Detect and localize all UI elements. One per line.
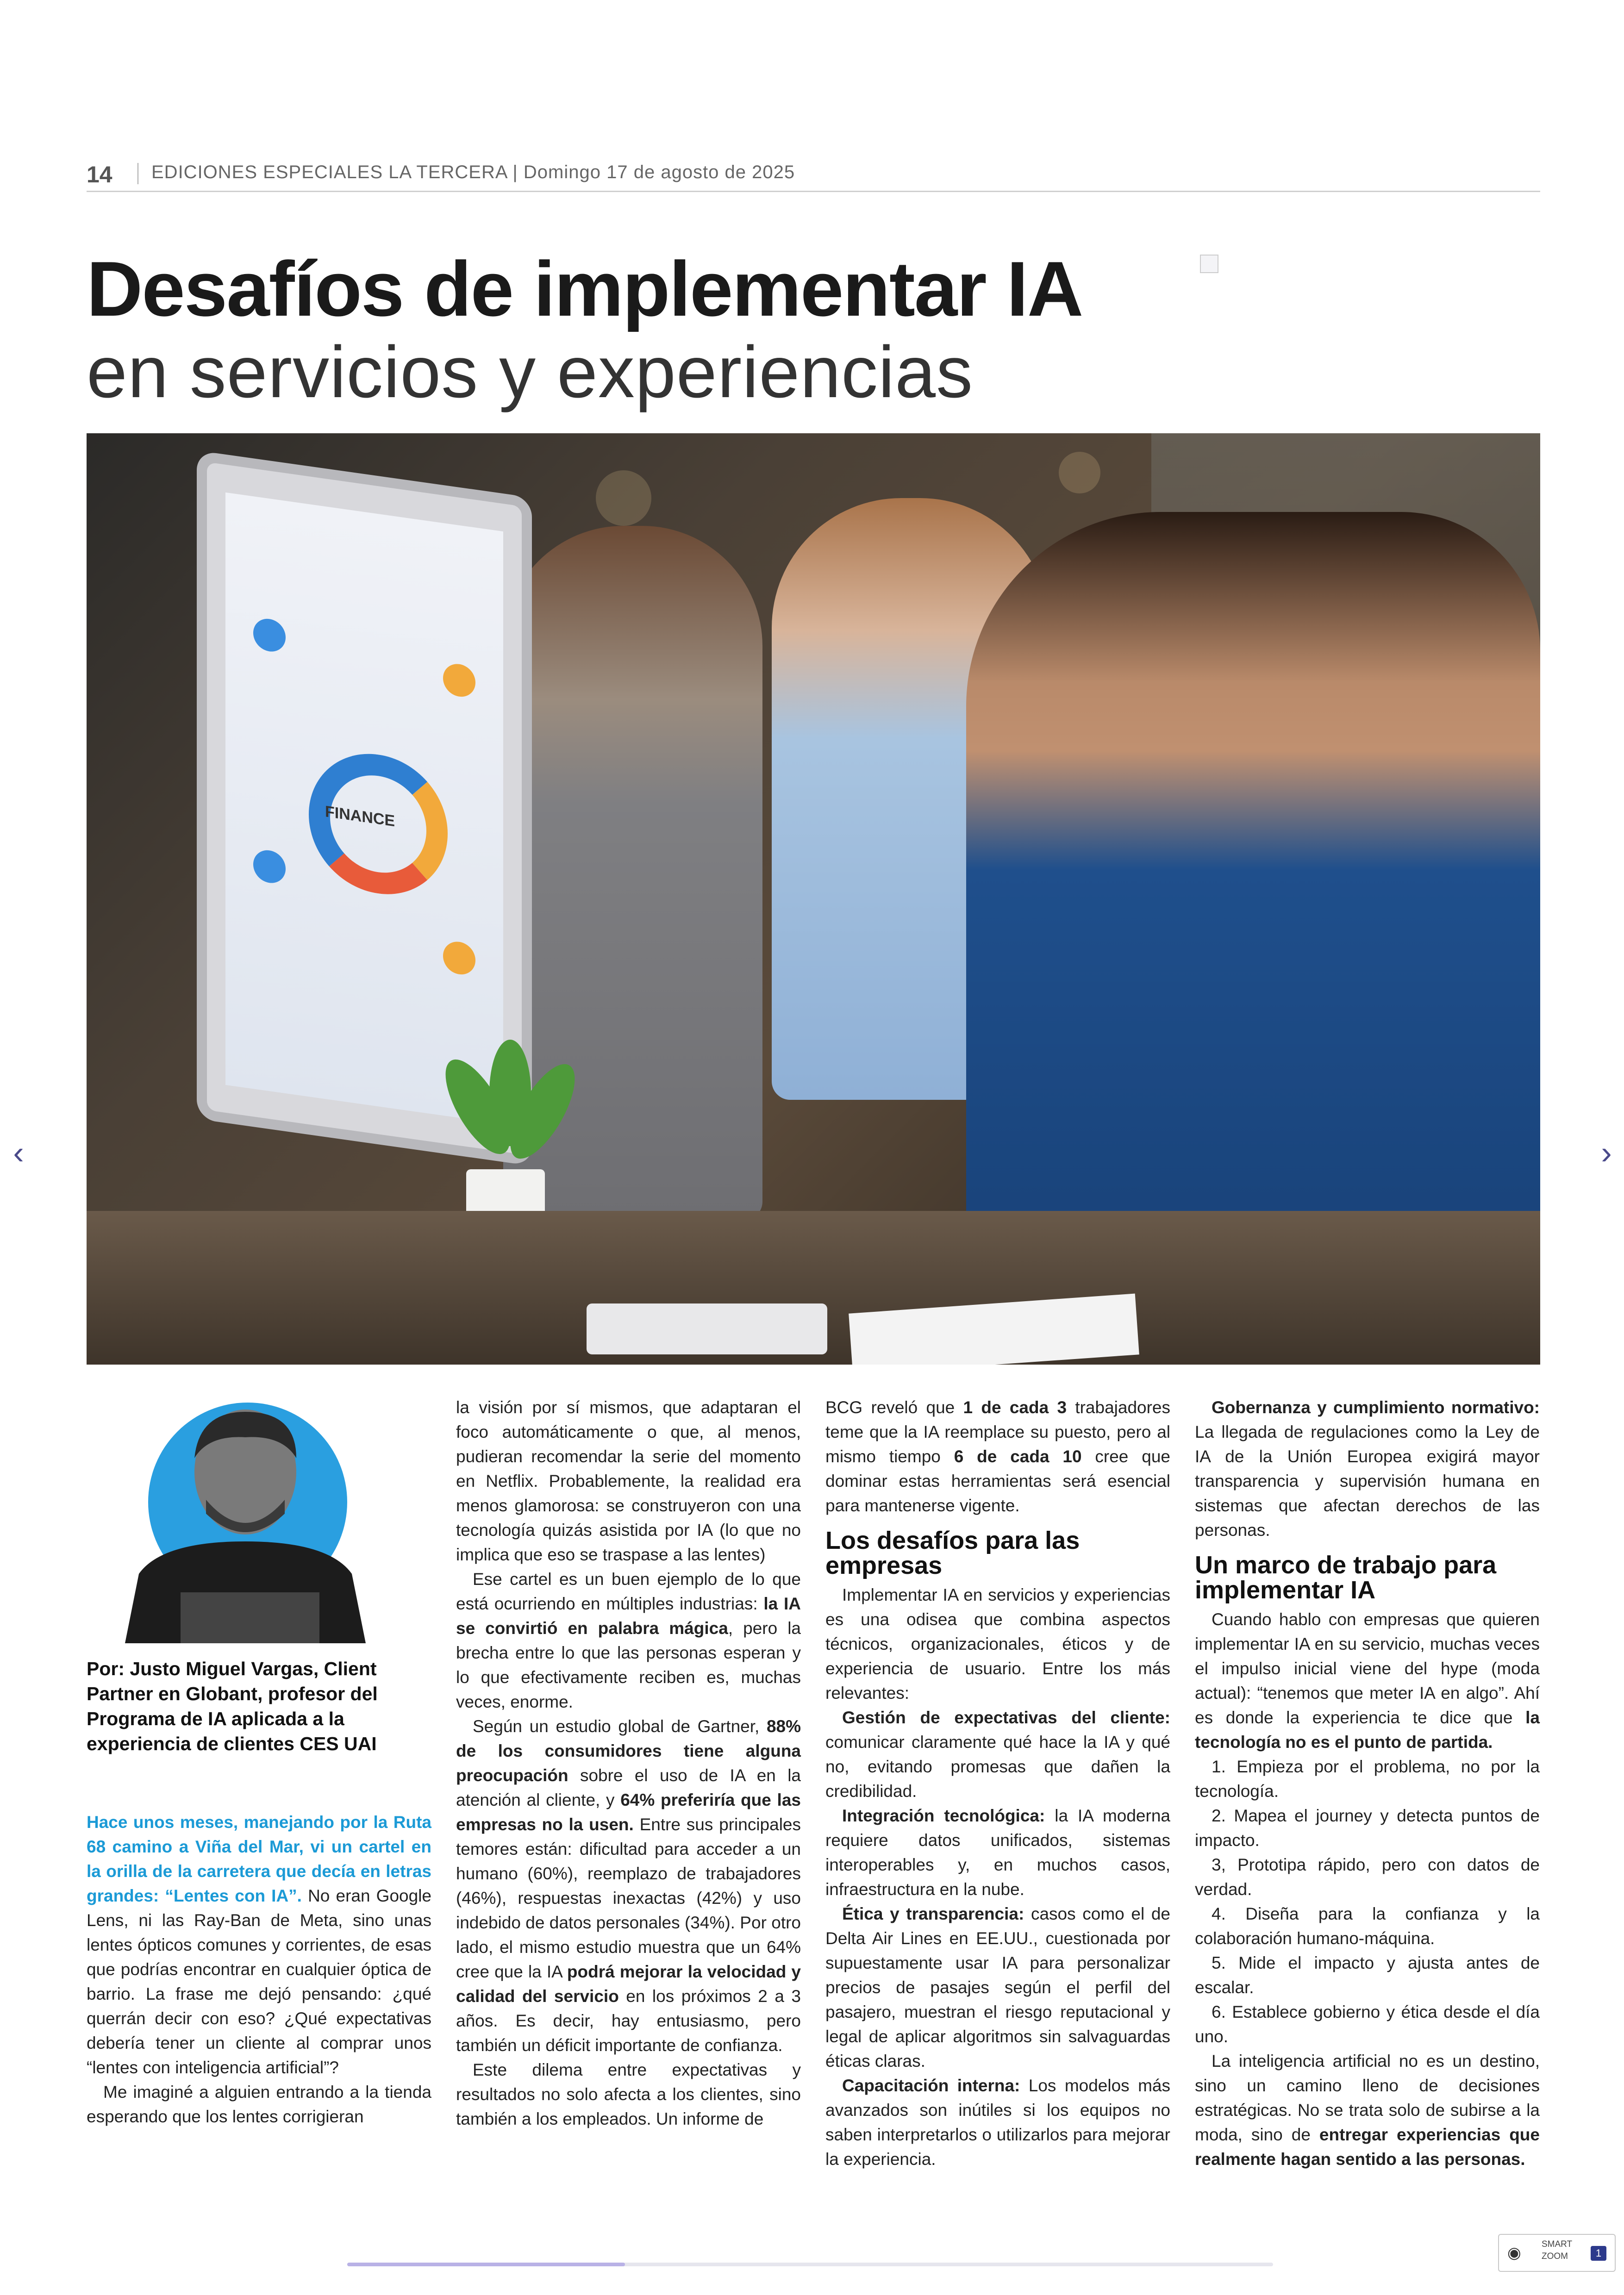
- header-rule: [87, 191, 1540, 192]
- paragraph-text: Ese cartel es un buen ejemplo de lo que está ocurriendo en múltiples industrias:: [456, 1570, 801, 1613]
- paragraph-text: No eran Google Lens, ni las Ray-Ban de Meta, sino unas lentes ópticos comunes y corrientes, de esas que podrías encontrar en cualquier óptica de barrio. La frase me dejó pensando: ¿qué querrán decir con eso? ¿Qué expectativas debería tener un cliente al comprar unos “lentes con inteligencia artificial”?: [87, 1886, 431, 2077]
- eye-icon: ◉: [1507, 2244, 1521, 2262]
- article-column-3: [825, 1395, 1170, 2171]
- screen-chart-dot: [443, 662, 475, 699]
- bold-text: Ética y transparencia:: [842, 1904, 1024, 1923]
- bold-text: la tecnología no es el punto de partida.: [1195, 1708, 1540, 1752]
- section-name: EDICIONES ESPECIALES LA TERCERA | Domingo 17 de agosto de 2025: [151, 162, 795, 182]
- author-byline: Por: Justo Miguel Vargas, Client Partner en Globant, profesor del Programa de IA aplicada a la experiencia de clientes CES UAI: [87, 1658, 378, 1754]
- chevron-left-icon[interactable]: ‹: [13, 1135, 24, 1171]
- paragraph-text: Me imaginé a alguien entrando a la tienda esperando que los lentes corrigieran: [87, 2083, 431, 2126]
- paragraph-text: cree que dominar estas herramientas será esencial para mantenerse vigente.: [825, 1447, 1170, 1515]
- bold-text: Integración tecnológica:: [842, 1806, 1045, 1825]
- article-column-4: [1195, 1395, 1540, 2171]
- bold-text: Gobernanza y cumplimiento normativo:: [1212, 1398, 1540, 1417]
- list-item: 3, Prototipa rápido, pero con datos de verdad.: [1195, 1855, 1540, 1899]
- paragraph-text: La llegada de regulaciones como la Ley de IA de la Unión Europea exigirá mayor transparencia y supervisión humana en sistemas que afectan derechos de las personas.: [1195, 1422, 1540, 1540]
- screen-chart-dot: [253, 848, 286, 885]
- paragraph-text: sobre el uso de IA en la atención al cliente, y: [456, 1766, 801, 1809]
- paragraph-text: La inteligencia artificial no es un destino, sino un camino lleno de decisiones estratégicas. No se trata solo de subirse a la moda, sino de: [1195, 2052, 1540, 2144]
- article-column-1: [87, 1810, 431, 2129]
- headline: Desafíos de implementar IA: [87, 245, 1083, 332]
- bold-text: Capacitación interna:: [842, 2076, 1020, 2095]
- paragraph-text: , pero la brecha entre lo que las personas esperan y lo que efectivamente reciben es, muchas veces, enorme.: [456, 1619, 801, 1711]
- smart-zoom-button[interactable]: [1498, 2234, 1616, 2272]
- paragraph-text: Implementar IA en servicios y experiencias es una odisea que combina aspectos técnicos, organizacionales, éticos y de experiencia de usuario. Entre los más relevantes:: [825, 1585, 1170, 1703]
- page-progress-bar[interactable]: [347, 2263, 1273, 2266]
- paragraph-text: BCG reveló que: [825, 1398, 963, 1417]
- lede-text: Hace unos meses, manejando por la Ruta 68 camino a Viña del Mar, vi un cartel en la orilla de la carretera que decía en letras grandes: “Lentes con IA”.: [87, 1813, 431, 1905]
- bold-text: 1 de cada 3: [963, 1398, 1067, 1417]
- bold-text: 6 de cada 10: [954, 1447, 1082, 1466]
- page-marker-icon: [1200, 255, 1218, 273]
- paragraph-text: Entre sus principales temores están: dificultad para acceder a un humano (60%), reemplazo de trabajadores (46%), respuestas inexactas (42%) y uso indebido de datos personales (34%). Por otro lado, el mismo estudio muestra que un 64% cree que la IA: [456, 1815, 801, 1981]
- paragraph-text: la visión por sí mismos, que adaptaran el foco automáticamente o que, al menos, pudieran recomendar la serie del momento en Netflix. Probablemente, la realidad era menos glamorosa: se construyeron con una tecnología quizás asistida por IA (lo que no implica que eso se traspase a las lentes): [456, 1398, 801, 1564]
- paragraph-text: comunicar claramente qué hace la IA y qué no, evitando promesas que dañen la credibilidad.: [825, 1733, 1170, 1801]
- bold-text: la IA se convirtió en palabra mágica: [456, 1594, 801, 1638]
- subheadline: en servicios y experiencias: [87, 331, 974, 413]
- paragraph-text: la IA moderna requiere datos unificados, sistemas interoperables y, en muchos casos, infraestructura en la nube.: [825, 1806, 1170, 1899]
- paragraph-text: Este dilema entre expectativas y resultados no solo afecta a los clientes, sino también a los empleados. Un informe de: [456, 2060, 801, 2128]
- smart-zoom-label: SMART ZOOM: [1542, 2239, 1572, 2261]
- screen-label: FINANCE: [325, 803, 395, 830]
- list-item: 6. Establece gobierno y ética desde el día uno.: [1195, 2002, 1540, 2046]
- keyboard: [587, 1303, 827, 1354]
- author-portrait-icon: [106, 1393, 366, 1643]
- section-subhead: Un marco de trabajo para implementar IA: [1195, 1551, 1497, 1604]
- smart-zoom-badge: 1: [1591, 2246, 1606, 2261]
- author-photo: [93, 1384, 380, 1643]
- screen-chart-dot: [253, 617, 286, 654]
- header-divider: [137, 163, 138, 184]
- paragraph-text: en los próximos 2 a 3 años. Es decir, hay entusiasmo, pero también un déficit importante de confianza.: [456, 1987, 801, 2055]
- bold-text: entregar experiencias que realmente hagan sentido a las personas.: [1195, 2125, 1540, 2169]
- bokeh-light: [596, 470, 651, 526]
- page-number: 14: [87, 162, 112, 187]
- bold-text: 64% preferiría que las empresas no la usen.: [456, 1790, 801, 1834]
- paragraph-text: casos como el de Delta Air Lines en EE.UU., cuestionada por supuestamente usar IA para personalizar precios de pasajes según el perfil del pasajero, muestran el riesgo reputacional y legal de aplicar algoritmos sin salvaguardas éticas claras.: [825, 1904, 1170, 2070]
- list-item: 5. Mide el impacto y ajusta antes de escalar.: [1195, 1953, 1540, 1997]
- paragraph-text: Según un estudio global de Gartner,: [473, 1717, 767, 1736]
- plant: [429, 1035, 582, 1239]
- paragraph-text: Cuando hablo con empresas que quieren implementar IA en su servicio, muchas veces el impulso inicial viene del hype (moda actual): “tenemos que meter IA en algo”. Ahí es donde la experiencia te dice que: [1195, 1610, 1540, 1727]
- article-column-2: [456, 1395, 801, 2131]
- list-item: 4. Diseña para la confianza y la colaboración humano-máquina.: [1195, 1904, 1540, 1948]
- screen-chart-dot: [443, 940, 475, 977]
- paragraph-text: Los modelos más avanzados son inútiles si los equipos no saben interpretarlos o utilizarlos para mejorar la experiencia.: [825, 2076, 1170, 2169]
- hero-photo: [87, 433, 1540, 1365]
- page-header: [87, 157, 1540, 194]
- section-subhead: Los desafíos para las empresas: [825, 1527, 1080, 1579]
- list-item: 1. Empieza por el problema, no por la tecnología.: [1195, 1757, 1540, 1801]
- list-item: 2. Mapea el journey y detecta puntos de impacto.: [1195, 1806, 1540, 1850]
- page-progress-fill: [347, 2263, 625, 2266]
- chevron-right-icon[interactable]: ›: [1601, 1135, 1612, 1171]
- bold-text: Gestión de expectativas del cliente:: [842, 1708, 1170, 1727]
- bold-text: 88% de los consumidores tiene alguna preocupación: [456, 1717, 801, 1785]
- paragraph-text: trabajadores teme que la IA reemplace su puesto, pero al mismo tiempo: [825, 1398, 1171, 1466]
- bokeh-light: [1059, 452, 1100, 493]
- bold-text: podrá mejorar la velocidad y calidad del servicio: [456, 1962, 801, 2006]
- monitor-screen: [225, 493, 503, 1124]
